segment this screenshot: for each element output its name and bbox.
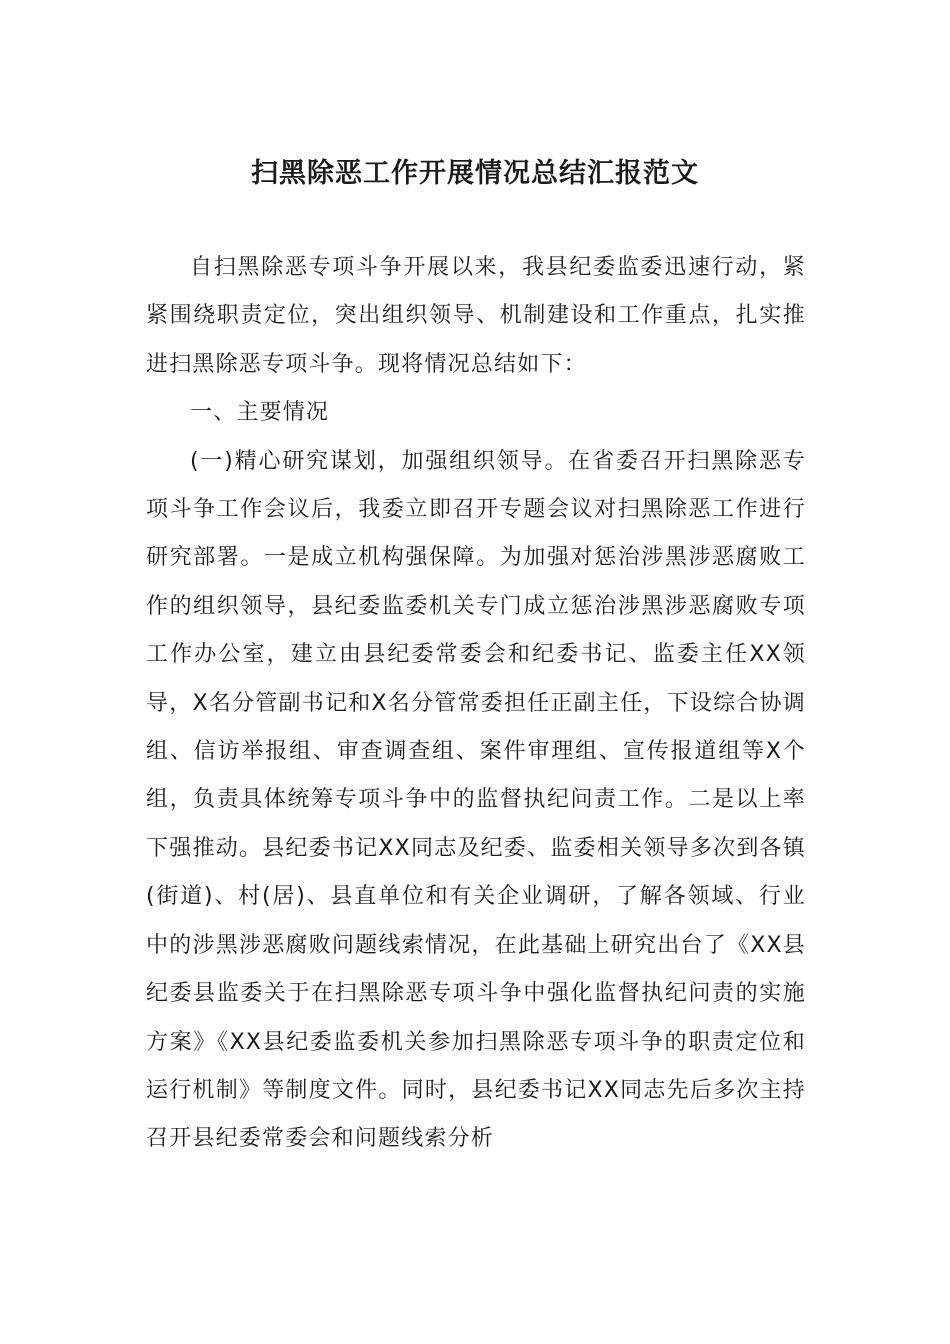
section-heading: 一、主要情况 [190,400,330,426]
document-body [146,244,806,1164]
intro-paragraph: 自扫黑除恶专项斗争开展以来，我县纪委监委迅速行动，紧紧围绕职责定位，突出组织领导、机制建设和工作重点，扎实推进扫黑除恶专项斗争。现将情况总结如下： [146,255,806,377]
document-title: 扫黑除恶工作开展情况总结汇报范文 [251,158,699,189]
body-paragraph: (一)精心研究谋划，加强组织领导。在省委召开扫黑除恶专项斗争工作会议后，我委立即召开专题会议对扫黑除恶工作进行研究部署。一是成立机构强保障。为加强对惩治涉黑涉恶腐败工作的组织领导，县纪委监委机关专门成立惩治涉黑涉恶腐败专项工作办公室，建立由县纪委常委会和纪委书记、监委主任XX领导，X名分管副书记和X名分管常委担任正副主任，下设综合协调组、信访举报组、审查调查组、案件审理组、宣传报道组等X个组，负责具体统筹专项斗争中的监督执纪问责工作。二是以上率下强推动。县纪委书记XX同志及纪委、监委相关领导多次到各镇(街道)、村(居)、县直单位和有关企业调研，了解各领域、行业中的涉黑涉恶腐败问题线索情况，在此基础上研究出台了《XX县纪委县监委关于在扫黑除恶专项斗争中强化监督执纪问责的实施方案》《XX县纪委监委机关参加扫黑除恶专项斗争的职责定位和运行机制》等制度文件。同时，县纪委书记XX同志先后多次主持召开县纪委常委会和问题线索分析 [146,448,806,1152]
